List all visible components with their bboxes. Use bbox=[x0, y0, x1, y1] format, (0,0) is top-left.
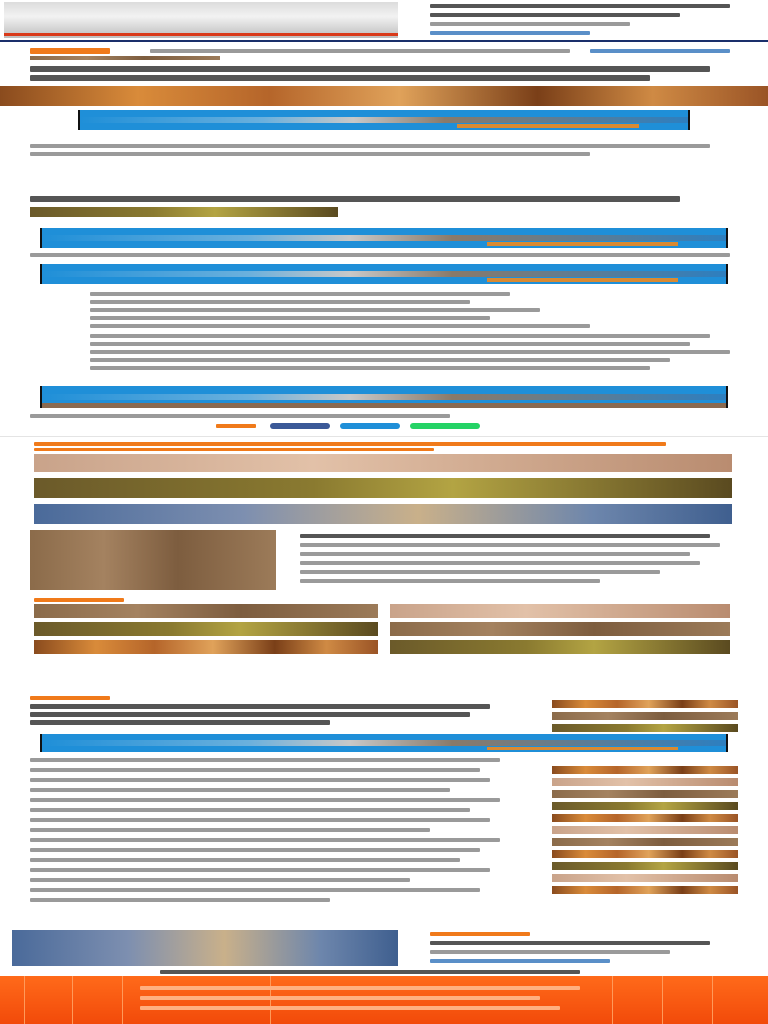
section-heading bbox=[30, 196, 690, 204]
article-title bbox=[30, 66, 730, 84]
sidebar-thumb[interactable] bbox=[552, 700, 738, 708]
sidebar-thumb[interactable] bbox=[552, 778, 738, 786]
facebook-icon[interactable] bbox=[270, 423, 330, 429]
feature-image[interactable] bbox=[30, 530, 276, 590]
whatsapp-icon[interactable] bbox=[410, 423, 480, 429]
related-heading bbox=[34, 442, 666, 446]
sidebar-thumb[interactable] bbox=[552, 790, 738, 798]
article-intro bbox=[30, 144, 720, 158]
sidebar-thumb[interactable] bbox=[552, 712, 738, 720]
section-image bbox=[30, 207, 338, 217]
ad-banner[interactable] bbox=[40, 386, 728, 408]
sidebar-thumb[interactable] bbox=[552, 814, 738, 822]
header-thin-image bbox=[30, 56, 220, 60]
lower-article-body bbox=[30, 758, 520, 918]
caption-line bbox=[30, 253, 730, 257]
ad-banner[interactable] bbox=[78, 110, 690, 130]
sidebar bbox=[552, 700, 738, 928]
divider bbox=[0, 436, 768, 437]
related-heading bbox=[34, 448, 434, 451]
bottom-nav-center[interactable] bbox=[140, 986, 600, 1014]
bottom-teaser-image[interactable] bbox=[12, 930, 398, 966]
lower-section-label bbox=[30, 696, 110, 700]
sidebar-thumb[interactable] bbox=[552, 838, 738, 846]
bottom-teaser-text[interactable] bbox=[430, 932, 730, 964]
footer-brand-line bbox=[160, 970, 580, 974]
feature-label bbox=[34, 598, 124, 602]
top-teaser-red-stripe bbox=[4, 33, 398, 36]
sidebar-thumb[interactable] bbox=[552, 886, 738, 894]
top-teaser-text[interactable] bbox=[430, 2, 750, 38]
nav-links-right[interactable] bbox=[590, 49, 730, 53]
nav-links[interactable] bbox=[150, 49, 570, 53]
ad-banner[interactable] bbox=[40, 264, 728, 284]
pinterest-icon[interactable] bbox=[340, 423, 400, 429]
sidebar-thumb[interactable] bbox=[552, 862, 738, 870]
ad-banner[interactable] bbox=[40, 228, 728, 248]
hero-image bbox=[0, 86, 768, 106]
sidebar-thumb[interactable] bbox=[552, 874, 738, 882]
sidebar-thumb[interactable] bbox=[552, 724, 738, 732]
lower-article-title bbox=[30, 704, 510, 728]
site-header bbox=[0, 42, 768, 64]
sidebar-thumb[interactable] bbox=[552, 766, 738, 774]
share-row bbox=[0, 420, 768, 432]
caption-line bbox=[30, 414, 450, 418]
site-logo[interactable] bbox=[30, 48, 110, 54]
sidebar-thumb[interactable] bbox=[552, 802, 738, 810]
card[interactable] bbox=[390, 604, 730, 660]
ingredient-list bbox=[30, 292, 730, 372]
bottom-nav-bar bbox=[0, 976, 768, 1024]
feature-text bbox=[300, 534, 730, 590]
share-icon[interactable] bbox=[216, 424, 256, 428]
related-strip-image[interactable] bbox=[34, 504, 732, 524]
related-strip-image[interactable] bbox=[34, 478, 732, 498]
related-strip-image[interactable] bbox=[34, 454, 732, 472]
sidebar-thumb[interactable] bbox=[552, 850, 738, 858]
card[interactable] bbox=[34, 604, 378, 660]
sidebar-thumb[interactable] bbox=[552, 826, 738, 834]
